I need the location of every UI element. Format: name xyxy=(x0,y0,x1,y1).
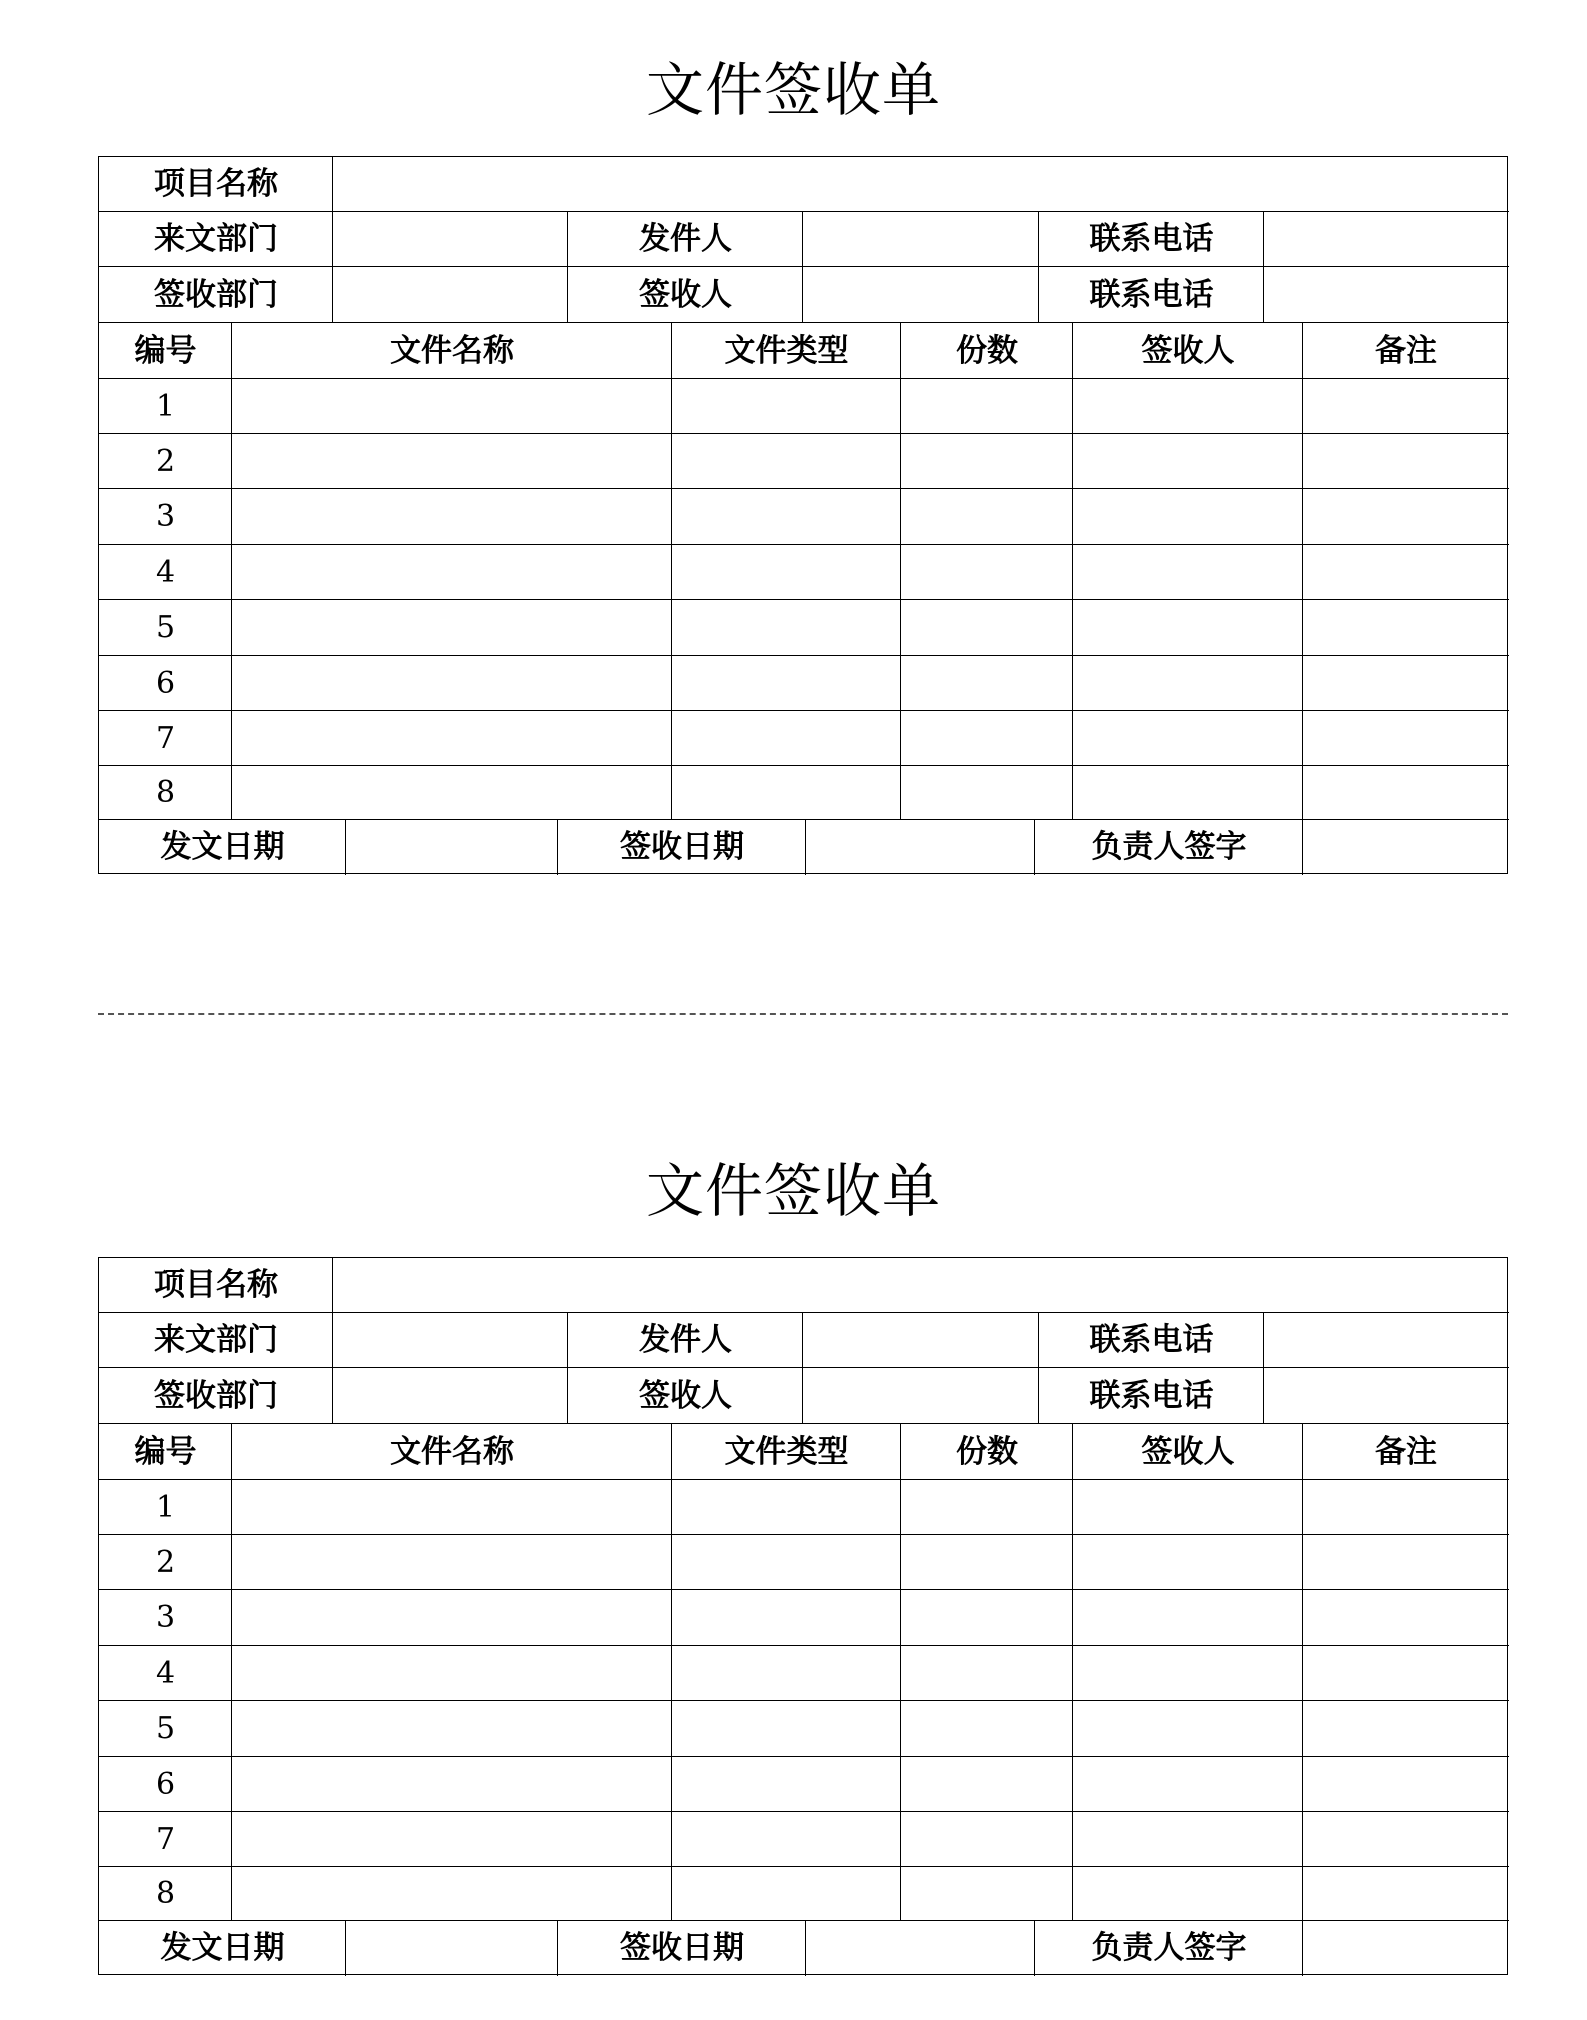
copies-field[interactable] xyxy=(901,1812,1073,1867)
file-name-field[interactable] xyxy=(232,1646,672,1701)
remarks-field[interactable] xyxy=(1303,1590,1509,1646)
receiving-department-label: 签收部门 xyxy=(154,276,278,313)
row-number: 4 xyxy=(155,554,176,590)
project-name-label: 项目名称 xyxy=(154,166,278,202)
copies-field[interactable] xyxy=(901,1646,1073,1701)
file-type-field[interactable] xyxy=(672,379,901,434)
file-type-field[interactable] xyxy=(672,1646,901,1701)
recipient-signature-field[interactable] xyxy=(1073,1757,1303,1812)
recipient-signature-field[interactable] xyxy=(1073,1480,1303,1535)
remarks-field[interactable] xyxy=(1303,434,1509,489)
file-type-field[interactable] xyxy=(672,656,901,711)
from-department-label: 来文部门 xyxy=(154,221,278,257)
column-header-recipient: 签收人 xyxy=(1141,1433,1235,1470)
copies-field[interactable] xyxy=(901,1701,1073,1757)
file-type-field[interactable] xyxy=(672,545,901,600)
sender-label: 发件人 xyxy=(639,1322,732,1358)
remarks-field[interactable] xyxy=(1303,1867,1509,1921)
row-number: 1 xyxy=(155,388,176,424)
file-name-field[interactable] xyxy=(232,1590,672,1646)
form-title: 文件签收单 xyxy=(645,1157,941,1225)
receipt-table xyxy=(98,1257,1508,1975)
recipient-phone-label: 联系电话 xyxy=(1089,276,1214,313)
file-type-field[interactable] xyxy=(672,1480,901,1535)
sender-phone-label: 联系电话 xyxy=(1089,1322,1214,1358)
copies-field[interactable] xyxy=(901,656,1073,711)
recipient-field[interactable] xyxy=(803,267,1039,323)
column-header-number: 编号 xyxy=(134,1433,197,1470)
file-name-field[interactable] xyxy=(232,656,672,711)
from-department-field[interactable] xyxy=(333,1313,568,1368)
row-number: 8 xyxy=(155,1876,176,1911)
remarks-field[interactable] xyxy=(1303,545,1509,600)
from-department-label: 来文部门 xyxy=(154,1322,278,1358)
row-number: 3 xyxy=(155,499,176,534)
copies-field[interactable] xyxy=(901,600,1073,656)
copies-field[interactable] xyxy=(901,1535,1073,1590)
file-name-field[interactable] xyxy=(232,545,672,600)
supervisor-signature-label: 负责人签字 xyxy=(1091,1930,1247,1966)
copies-field[interactable] xyxy=(901,379,1073,434)
file-type-field[interactable] xyxy=(672,766,901,820)
sender-label: 发件人 xyxy=(639,221,732,257)
from-department-field[interactable] xyxy=(333,212,568,267)
recipient-signature-field[interactable] xyxy=(1073,766,1303,820)
receive-date-field[interactable] xyxy=(806,820,1035,875)
row-number: 1 xyxy=(155,1489,176,1525)
column-header-remarks: 备注 xyxy=(1375,332,1437,369)
column-header-copies: 份数 xyxy=(956,1433,1018,1470)
row-number: 8 xyxy=(155,775,176,810)
row-number: 4 xyxy=(155,1655,176,1691)
supervisor-signature-field[interactable] xyxy=(1303,1921,1509,1976)
row-number: 7 xyxy=(155,1821,176,1857)
copies-field[interactable] xyxy=(901,766,1073,820)
copies-field[interactable] xyxy=(901,1480,1073,1535)
file-name-field[interactable] xyxy=(232,600,672,656)
recipient-signature-field[interactable] xyxy=(1073,1867,1303,1921)
row-number: 7 xyxy=(155,720,176,756)
recipient-phone-field[interactable] xyxy=(1264,1368,1509,1424)
remarks-field[interactable] xyxy=(1303,1535,1509,1590)
remarks-field[interactable] xyxy=(1303,711,1509,766)
file-type-field[interactable] xyxy=(672,434,901,489)
file-name-field[interactable] xyxy=(232,1701,672,1757)
remarks-field[interactable] xyxy=(1303,1480,1509,1535)
recipient-signature-field[interactable] xyxy=(1073,711,1303,766)
project-name-field[interactable] xyxy=(333,1258,1509,1313)
recipient-label: 签收人 xyxy=(639,276,732,313)
copies-field[interactable] xyxy=(901,1867,1073,1921)
remarks-field[interactable] xyxy=(1303,489,1509,545)
receive-date-label: 签收日期 xyxy=(620,1930,744,1966)
recipient-signature-field[interactable] xyxy=(1073,379,1303,434)
copies-field[interactable] xyxy=(901,1590,1073,1646)
copies-field[interactable] xyxy=(901,1757,1073,1812)
file-type-field[interactable] xyxy=(672,600,901,656)
recipient-signature-field[interactable] xyxy=(1073,600,1303,656)
cut-line-divider xyxy=(98,1013,1508,1015)
sender-field[interactable] xyxy=(803,1313,1039,1368)
recipient-signature-field[interactable] xyxy=(1073,1701,1303,1757)
row-number: 2 xyxy=(155,1544,176,1580)
column-header-file-type: 文件类型 xyxy=(724,1433,849,1470)
recipient-phone-field[interactable] xyxy=(1264,267,1509,323)
column-header-recipient: 签收人 xyxy=(1141,332,1235,369)
recipient-signature-field[interactable] xyxy=(1073,1590,1303,1646)
file-type-field[interactable] xyxy=(672,1867,901,1921)
recipient-signature-field[interactable] xyxy=(1073,1535,1303,1590)
column-header-file-name: 文件名称 xyxy=(390,1433,514,1470)
copies-field[interactable] xyxy=(901,545,1073,600)
remarks-field[interactable] xyxy=(1303,1757,1509,1812)
recipient-phone-label: 联系电话 xyxy=(1089,1377,1214,1414)
project-name-label: 项目名称 xyxy=(154,1267,278,1303)
file-type-field[interactable] xyxy=(672,1757,901,1812)
remarks-field[interactable] xyxy=(1303,1646,1509,1701)
row-number: 6 xyxy=(155,665,176,701)
file-type-field[interactable] xyxy=(672,1812,901,1867)
recipient-signature-field[interactable] xyxy=(1073,656,1303,711)
recipient-field[interactable] xyxy=(803,1368,1039,1424)
column-header-copies: 份数 xyxy=(956,332,1018,369)
send-date-label: 发文日期 xyxy=(160,1930,285,1966)
form-title: 文件签收单 xyxy=(645,56,941,124)
copies-field[interactable] xyxy=(901,489,1073,545)
copies-field[interactable] xyxy=(901,434,1073,489)
remarks-field[interactable] xyxy=(1303,766,1509,820)
row-number: 2 xyxy=(155,443,176,479)
row-number: 6 xyxy=(155,1766,176,1802)
recipient-signature-field[interactable] xyxy=(1073,1646,1303,1701)
file-name-field[interactable] xyxy=(232,1757,672,1812)
file-type-field[interactable] xyxy=(672,1701,901,1757)
receiving-department-label: 签收部门 xyxy=(154,1377,278,1414)
recipient-signature-field[interactable] xyxy=(1073,489,1303,545)
file-name-field[interactable] xyxy=(232,766,672,820)
sender-phone-field[interactable] xyxy=(1264,1313,1509,1368)
file-type-field[interactable] xyxy=(672,711,901,766)
receiving-department-field[interactable] xyxy=(333,1368,568,1424)
row-number: 5 xyxy=(155,610,176,645)
supervisor-signature-field[interactable] xyxy=(1303,820,1509,875)
supervisor-signature-label: 负责人签字 xyxy=(1091,829,1247,865)
file-name-field[interactable] xyxy=(232,1812,672,1867)
remarks-field[interactable] xyxy=(1303,1812,1509,1867)
column-header-number: 编号 xyxy=(134,332,197,369)
remarks-field[interactable] xyxy=(1303,600,1509,656)
recipient-signature-field[interactable] xyxy=(1073,1812,1303,1867)
file-name-field[interactable] xyxy=(232,1535,672,1590)
send-date-field[interactable] xyxy=(346,820,558,875)
file-name-field[interactable] xyxy=(232,434,672,489)
column-header-file-name: 文件名称 xyxy=(390,332,514,369)
file-name-field[interactable] xyxy=(232,379,672,434)
recipient-signature-field[interactable] xyxy=(1073,434,1303,489)
sender-phone-field[interactable] xyxy=(1264,212,1509,267)
recipient-label: 签收人 xyxy=(639,1377,732,1414)
file-type-field[interactable] xyxy=(672,489,901,545)
column-header-file-type: 文件类型 xyxy=(724,332,849,369)
file-name-field[interactable] xyxy=(232,1480,672,1535)
send-date-label: 发文日期 xyxy=(160,829,285,865)
file-name-field[interactable] xyxy=(232,1867,672,1921)
copies-field[interactable] xyxy=(901,711,1073,766)
file-type-field[interactable] xyxy=(672,1590,901,1646)
project-name-field[interactable] xyxy=(333,157,1509,212)
file-name-field[interactable] xyxy=(232,489,672,545)
recipient-signature-field[interactable] xyxy=(1073,545,1303,600)
remarks-field[interactable] xyxy=(1303,1701,1509,1757)
row-number: 5 xyxy=(155,1711,176,1746)
row-number: 3 xyxy=(155,1600,176,1635)
file-type-field[interactable] xyxy=(672,1535,901,1590)
remarks-field[interactable] xyxy=(1303,656,1509,711)
send-date-field[interactable] xyxy=(346,1921,558,1976)
file-name-field[interactable] xyxy=(232,711,672,766)
receipt-table xyxy=(98,156,1508,874)
remarks-field[interactable] xyxy=(1303,379,1509,434)
receive-date-label: 签收日期 xyxy=(620,829,744,865)
receiving-department-field[interactable] xyxy=(333,267,568,323)
receive-date-field[interactable] xyxy=(806,1921,1035,1976)
column-header-remarks: 备注 xyxy=(1375,1433,1437,1470)
sender-phone-label: 联系电话 xyxy=(1089,221,1214,257)
sender-field[interactable] xyxy=(803,212,1039,267)
